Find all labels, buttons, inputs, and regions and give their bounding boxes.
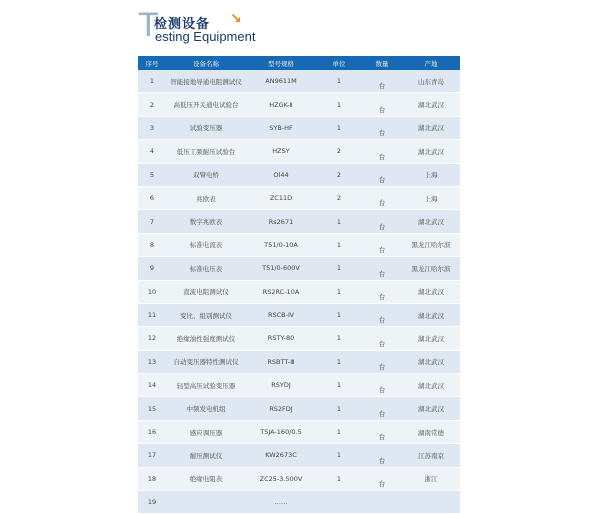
unit-count-cell: 2 xyxy=(316,187,362,210)
table-row xyxy=(138,164,460,187)
equipment-name-cell: 智能接地导通电阻测试仪 xyxy=(166,70,246,93)
serial-cell: 10 xyxy=(138,281,166,304)
unit-count-cell: 1 xyxy=(316,281,362,304)
origin-cell: 黑龙江哈尔滨 xyxy=(402,257,460,280)
equipment-name-cell: 耐压测试仪 xyxy=(166,444,246,467)
equipment-name-cell: 绝缘电阻表 xyxy=(166,468,246,491)
equipment-name-cell: 直流电阻测试仪 xyxy=(166,281,246,304)
quantity-unit-cell: 台 xyxy=(362,421,402,444)
table-row xyxy=(138,397,460,420)
model-cell: AN9611M xyxy=(246,70,316,93)
model-cell: …… xyxy=(246,491,316,514)
origin-cell: 上海 xyxy=(402,187,460,210)
table-header-row xyxy=(138,56,460,70)
table-row xyxy=(138,93,460,116)
quantity-unit-cell: 台 xyxy=(362,187,402,210)
table-row xyxy=(138,281,460,304)
serial-cell: 16 xyxy=(138,421,166,444)
unit-count-cell: 1 xyxy=(316,234,362,257)
equipment-name-cell: 中频发电机组 xyxy=(166,397,246,420)
model-cell: KW2673C xyxy=(246,444,316,467)
origin-cell: 湖北武汉 xyxy=(402,140,460,163)
column-header-serial: 序号 xyxy=(138,56,166,70)
page-title-chinese: 检测设备 xyxy=(154,17,211,32)
origin-cell: 湖北武汉 xyxy=(402,304,460,327)
model-cell: Ol44 xyxy=(246,164,316,187)
quantity-unit-cell: 台 xyxy=(362,468,402,491)
serial-cell: 13 xyxy=(138,351,166,374)
page-title-english: esting Equipment xyxy=(155,29,256,44)
unit-count-cell: 2 xyxy=(316,164,362,187)
unit-count-cell: 1 xyxy=(316,210,362,233)
quantity-unit-cell: 台 xyxy=(362,327,402,350)
serial-cell: 7 xyxy=(138,210,166,233)
equipment-name-cell: 兆欧表 xyxy=(166,187,246,210)
origin-cell: 江苏南京 xyxy=(402,444,460,467)
table-body xyxy=(138,70,460,514)
equipment-name-cell: 绝缘油性强度测试仪 xyxy=(166,327,246,350)
table-row xyxy=(138,327,460,350)
serial-cell: 6 xyxy=(138,187,166,210)
table-row xyxy=(138,468,460,491)
equipment-name-cell: 高低压开关通电试验台 xyxy=(166,93,246,116)
model-cell: ZC11D xyxy=(246,187,316,210)
model-cell: SYB-HF xyxy=(246,117,316,140)
serial-cell: 2 xyxy=(138,93,166,116)
quantity-unit-cell: 台 xyxy=(362,257,402,280)
origin-cell: 湖北武汉 xyxy=(402,210,460,233)
equipment-name-cell: 低压工频耐压试验台 xyxy=(166,140,246,163)
equipment-name-cell: 试验变压器 xyxy=(166,117,246,140)
unit-count-cell: 1 xyxy=(316,421,362,444)
quantity-unit-cell: 台 xyxy=(362,304,402,327)
equipment-name-cell xyxy=(166,491,246,514)
quantity-unit-cell: 台 xyxy=(362,117,402,140)
table-row xyxy=(138,351,460,374)
model-cell: RS2RC-10A xyxy=(246,281,316,304)
arrow-down-right-icon: ↘ xyxy=(230,11,242,27)
quantity-unit-cell: 台 xyxy=(362,164,402,187)
model-cell: TSJA-160/0.5 xyxy=(246,421,316,444)
table-row xyxy=(138,187,460,210)
unit-count-cell: 1 xyxy=(316,304,362,327)
unit-count-cell: 2 xyxy=(316,140,362,163)
origin-cell xyxy=(402,491,460,514)
serial-cell: 8 xyxy=(138,234,166,257)
serial-cell: 9 xyxy=(138,257,166,280)
unit-count-cell xyxy=(316,491,362,514)
equipment-name-cell: 感应调压器 xyxy=(166,421,246,444)
origin-cell: 湖北武汉 xyxy=(402,327,460,350)
origin-cell: 黑龙江哈尔滨 xyxy=(402,234,460,257)
unit-count-cell: 1 xyxy=(316,257,362,280)
model-cell: RS2FDJ xyxy=(246,397,316,420)
origin-cell: 湖北武汉 xyxy=(402,93,460,116)
column-header-quantity: 数量 xyxy=(362,56,402,70)
serial-cell: 5 xyxy=(138,164,166,187)
equipment-name-cell: 标准电流表 xyxy=(166,234,246,257)
page-header xyxy=(138,6,458,46)
unit-count-cell: 1 xyxy=(316,117,362,140)
origin-cell: 上海 xyxy=(402,164,460,187)
table-row xyxy=(138,140,460,163)
model-cell: ZC25-3.500V xyxy=(246,468,316,491)
quantity-unit-cell: 台 xyxy=(362,397,402,420)
column-header-unit: 单位 xyxy=(316,56,362,70)
model-cell: Rs2671 xyxy=(246,210,316,233)
unit-count-cell: 1 xyxy=(316,397,362,420)
model-cell: HZGK-Ⅱ xyxy=(246,93,316,116)
table-row xyxy=(138,257,460,280)
unit-count-cell: 1 xyxy=(316,327,362,350)
column-header-equipment-name: 设备名称 xyxy=(166,56,246,70)
model-cell: T51/0-600V xyxy=(246,257,316,280)
origin-cell: 湖南常德 xyxy=(402,421,460,444)
serial-cell: 18 xyxy=(138,468,166,491)
table-row xyxy=(138,491,460,514)
serial-cell: 19 xyxy=(138,491,166,514)
origin-cell: 湖北武汉 xyxy=(402,351,460,374)
quantity-unit-cell: 台 xyxy=(362,140,402,163)
table-row xyxy=(138,374,460,397)
unit-count-cell: 1 xyxy=(316,444,362,467)
equipment-name-cell: 双臂电桥 xyxy=(166,164,246,187)
origin-cell: 湖北武汉 xyxy=(402,117,460,140)
model-cell: RSYDJ xyxy=(246,374,316,397)
serial-cell: 3 xyxy=(138,117,166,140)
origin-cell: 湖北武汉 xyxy=(402,397,460,420)
quantity-unit-cell: 台 xyxy=(362,234,402,257)
table-row xyxy=(138,117,460,140)
quantity-unit-cell: 台 xyxy=(362,374,402,397)
equipment-table xyxy=(138,56,460,514)
table-row xyxy=(138,70,460,93)
equipment-name-cell: 变比、组别测试仪 xyxy=(166,304,246,327)
table-row xyxy=(138,421,460,444)
serial-cell: 11 xyxy=(138,304,166,327)
unit-count-cell: 1 xyxy=(316,70,362,93)
model-cell: RSCB-Ⅳ xyxy=(246,304,316,327)
serial-cell: 12 xyxy=(138,327,166,350)
equipment-name-cell: 数字兆欧表 xyxy=(166,210,246,233)
quantity-unit-cell xyxy=(362,491,402,514)
unit-count-cell: 1 xyxy=(316,468,362,491)
quantity-unit-cell: 台 xyxy=(362,351,402,374)
quantity-unit-cell: 台 xyxy=(362,281,402,304)
origin-cell: 湖北武汉 xyxy=(402,281,460,304)
unit-count-cell: 1 xyxy=(316,374,362,397)
title-initial-letter: T xyxy=(138,6,159,44)
quantity-unit-cell: 台 xyxy=(362,93,402,116)
table-row xyxy=(138,444,460,467)
table-row xyxy=(138,304,460,327)
unit-count-cell: 1 xyxy=(316,351,362,374)
model-cell: RSBTT-Ⅲ xyxy=(246,351,316,374)
equipment-name-cell: 轻型高压试验变压器 xyxy=(166,374,246,397)
quantity-unit-cell: 台 xyxy=(362,210,402,233)
table-row xyxy=(138,234,460,257)
serial-cell: 1 xyxy=(138,70,166,93)
quantity-unit-cell: 台 xyxy=(362,444,402,467)
serial-cell: 14 xyxy=(138,374,166,397)
column-header-model: 型号规格 xyxy=(246,56,316,70)
serial-cell: 4 xyxy=(138,140,166,163)
model-cell: RSTY-80 xyxy=(246,327,316,350)
model-cell: HZSY xyxy=(246,140,316,163)
quantity-unit-cell: 台 xyxy=(362,70,402,93)
serial-cell: 17 xyxy=(138,444,166,467)
origin-cell: 湖北武汉 xyxy=(402,374,460,397)
model-cell: T51/0-10A xyxy=(246,234,316,257)
unit-count-cell: 1 xyxy=(316,93,362,116)
equipment-name-cell: 自动变压器特性测试仪 xyxy=(166,351,246,374)
origin-cell: 山东青岛 xyxy=(402,70,460,93)
column-header-origin: 产地 xyxy=(402,56,460,70)
serial-cell: 15 xyxy=(138,397,166,420)
equipment-name-cell: 标准电压表 xyxy=(166,257,246,280)
origin-cell: 浙江 xyxy=(402,468,460,491)
table-row xyxy=(138,210,460,233)
